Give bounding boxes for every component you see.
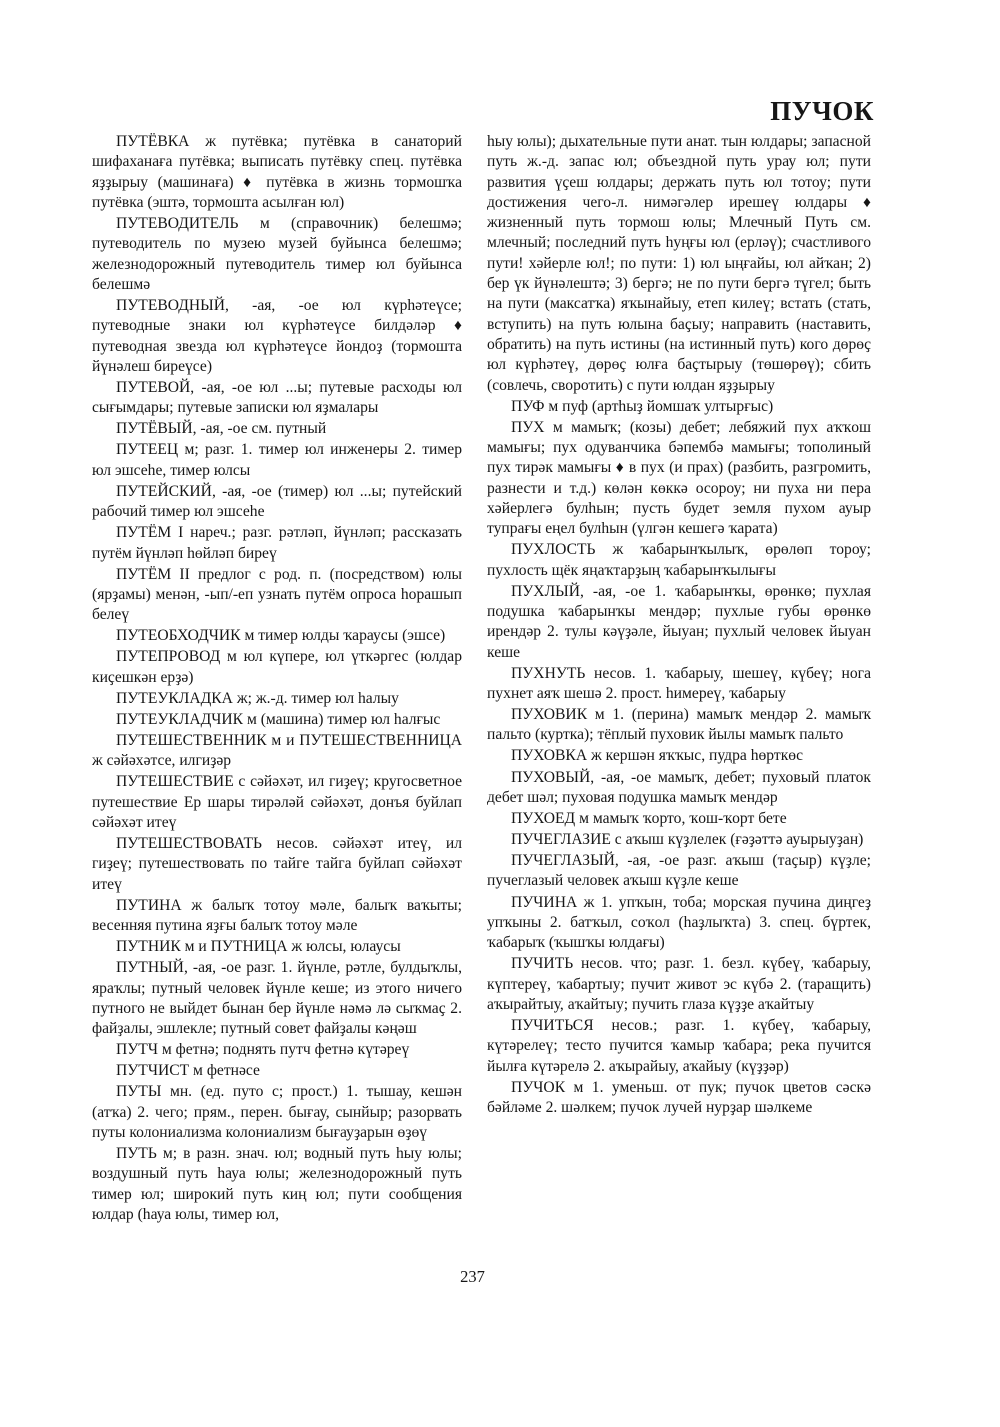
- dictionary-entry: ПУХЛЫЙ, -ая, -ое 1. ҡабарынҡы, өрөнкө; пухлая подушка ҡабарынҡы мендәр; пухлые губы өрөнкө ирендәр 2. тулы кәүҙәле, йыуан; пухлый человек йыуан кеше: [487, 582, 871, 661]
- dictionary-entry: ПУТНИК м и ПУТНИЦА ж юлсы, юлаусы: [116, 938, 401, 956]
- dictionary-entry: ПУТЁМ II предлог с род. п. (посредством) юлы (ярҙамы) менән, -ып/-еп узнать путём опроса һорашып белеү: [92, 565, 462, 624]
- dictionary-entry: ПУТЧИСТ м фетнәсе: [116, 1062, 260, 1080]
- dictionary-entry: ПУТЕЕЦ м; разг. 1. тимер юл инженеры 2. тимер юл эшсеһе, тимер юлсы: [92, 441, 462, 479]
- dictionary-entry: ПУХЛОСТЬ ж ҡабарынҡылыҡ, өрөлөп тороу; пухлость щёк яңаҡтарҙың ҡабарынҡылығы: [487, 541, 871, 579]
- dictionary-entry: ПУХНУТЬ несов. 1. ҡабарыу, шешеү, күбеү; нога пухнет аяҡ шешә 2. прост. һимереү, ҡабарыу: [487, 664, 871, 702]
- page-number: 237: [460, 1267, 485, 1286]
- dictionary-entry: ПУТЕВОДИТЕЛЬ м (справочник) белешмә; путеводитель по музею музей буйынса белешмә; железнодорожный путеводитель тимер юл буйынса белешмә: [92, 214, 462, 293]
- dictionary-entry: ПУТЁМ I нареч.; разг. рәтләп, йүнләп; рассказать путём йүнләп һөйләп биреү: [92, 524, 462, 562]
- dictionary-entry: ПУТНЫЙ, -ая, -ое разг. 1. йүнле, рәтле, булдыҡлы, яраҡлы; путный человек йүнле кеше; из этого ничего путного не выйдет бынан бер йүнле нәмә лә сыҡмаҫ 2. файҙалы, эшлекле; путный совет файҙалы кәңәш: [92, 959, 462, 1038]
- dictionary-entry: ПУЧЕГЛАЗИЕ с аҡыш күҙлелек (ғәҙәттә ауырыуҙан): [511, 831, 864, 849]
- dictionary-entry: ПУТЁВЫЙ, -ая, -ое см. путный: [116, 420, 327, 438]
- dictionary-entry: һыу юлы); дыхательные пути анат. тын юлдары; запасной путь ж.-д. запас юл; объездной путь урау юл; пути развития үҫеш юлдары; держать путь юл тотоу; пути достижения чего-л. нимәгәлер ирешеү юлдары ♦ жизненный путь тормош юлы; Млечный Путь см. млечный; последний путь һуңғы юл (ерләү); счастливого пути! хәйерле юл!; по пути: 1) юл ыңғайы, юл айҡан; 2) бер үк йүнәлештә; 3) бергә; не по пути бергә түгел; быть на пути (максатҡа) яҡынайыу, етеп килеү; встать (стать, вступить) на путь юлына баҫыу; направить (наставить, обратить) на путь истины (на истинный путь) кого дөрөҫ юл күрһәтеү, дөрөҫ юлға баҫтырыу (төшөрөү); сбить (совлечь, своротить) с пути юлдан яҙҙырыу: [487, 133, 871, 394]
- dictionary-entry: ПУТЕШЕСТВОВАТЬ несов. сәйәхәт итеү, ил гиҙеү; путешествовать по тайге тайга буйлап сәйәхәт итеү: [92, 835, 462, 893]
- dictionary-entry: ПУТЧ м фетнә; поднять путч фетнә күтәреү: [116, 1041, 410, 1059]
- dictionary-entry: ПУТЬ м; в разн. знач. юл; водный путь һыу юлы; воздушный путь һауа юлы; железнодорожный путь тимер юл; широкий путь киң юл; пути сообщения юлдар (һауа юлы, тимер юл,: [92, 1145, 462, 1223]
- dictionary-entry: ПУЧИТЬ несов. что; разг. 1. безл. күбеү, ҡабарыу, күптереү, ҡабартыу; пучит живот эс күбә 2. (таращить) аҡырайтыу, аҡайтыу; пучить глаза күҙҙе аҡайтыу: [487, 955, 871, 1013]
- running-head: ПУЧОК: [770, 96, 874, 126]
- dictionary-entry: ПУЧИНА ж 1. упҡын, тоба; морская пучина диңгеҙ упҡыны 2. батҡыл, соҡол (һаҙлыҡта) 3. спец. бүртек, ҡабарыҡ (ҡышҡы юлдағы): [487, 893, 871, 952]
- dictionary-entry: ПУЧОК м 1. уменьш. от пук; пучок цветов сәскә бәйләме 2. шәлкем; пучок лучей нурҙар шәлкеме: [487, 1078, 871, 1116]
- dictionary-entry: ПУТЕШЕСТВИЕ с сәйәхәт, ил гиҙеү; кругосветное путешествие Ер шары тирәләй сәйәхәт, донъя буйлап сәйәхәт итеү: [92, 773, 462, 831]
- dictionary-entry: ПУТЫ мн. (ед. путо с; прост.) 1. тышау, кешән (атҡа) 2. чего; прям., перен. бығау, сынйыр; разорвать путы колониализма колониализм бығауҙарын өҙөү: [92, 1083, 462, 1141]
- dictionary-entry: ПУХ м мамыҡ; (козы) дебет; лебяжий пух аҡҡош мамығы; пух одуванчика бәпембә мамығы; тополиный пух тирәк мамығы ♦ в пух (и прах) (разбить, разгромить, разнести и т.д.) көлән көккә осороу; ни пуха ни пера хәйерлегә булһын; пусть будет земля пухом ауыр тупрағы еңел булһын (үлгән кешегә ҡарата): [487, 418, 871, 538]
- dictionary-entry: ПУТЕУКЛАДЧИК м (машина) тимер юл һалғыс: [116, 710, 441, 728]
- dictionary-entry: ПУТЕЙСКИЙ, -ая, -ое (тимер) юл ...ы; путейский рабочий тимер юл эшсеһе: [92, 482, 462, 521]
- dictionary-entry: ПУТИНА ж балыҡ тотоу мәле, балыҡ ваҡыты; весенняя путина яҙғы балыҡ тотоу мәле: [92, 896, 462, 935]
- left-column: [92, 132, 462, 1226]
- dictionary-entry: ПУФ м пуф (артһыҙ йомшаҡ ултырғыс): [511, 397, 774, 415]
- dictionary-entry: ПУТЕВОЙ, -ая, -ое юл ...ы; путевые расходы юл сығымдары; путевые записки юл яҙмалары: [92, 378, 462, 417]
- dictionary-entry: ПУЧИТЬСЯ несов.; разг. 1. күбеү, ҡабарыу, күтәрелеү; тесто пучится ҡамыр ҡабара; река пучится йылға күтәрелә 2. аҡырайыу, аҡайыу (күҙҙәр): [487, 1016, 871, 1075]
- dictionary-entry: ПУТЕУКЛАДКА ж; ж.-д. тимер юл һалыу: [116, 689, 399, 707]
- right-column: [487, 132, 871, 1119]
- dictionary-entry: ПУТЁВКА ж путёвка; путёвка в санаторий шифаханаға путёвка; выписать путёвку спец. путёвка яҙҙырыу (машинаға) ♦ путёвка в жизнь тормошҡа путёвка (эштә, тормошта асылған юл): [92, 133, 462, 211]
- dictionary-entry: ПУТЕШЕСТВЕННИК м и ПУТЕШЕСТВЕННИЦА ж сәйәхәтсе, илгиҙәр: [92, 731, 462, 770]
- dictionary-entry: ПУХОЕД м мамыҡ ҡорто, ҡош-ҡорт бете: [511, 809, 787, 827]
- dictionary-entry: ПУТЕОБХОДЧИК м тимер юлды ҡараусы (эшсе): [116, 627, 446, 645]
- dictionary-entry: ПУХОВКА ж кершән яҡҡыс, пудра һөрткөс: [511, 747, 803, 765]
- dictionary-entry: ПУЧЕГЛАЗЫЙ, -ая, -ое разг. аҡыш (таҫыр) күҙле; пучеглазый человек аҡыш күҙле кеше: [487, 852, 871, 890]
- dictionary-entry: ПУХОВИК м 1. (перина) мамыҡ мендәр 2. мамыҡ пальто (куртка); тёплый пуховик йылы мамыҡ пальто: [487, 706, 871, 744]
- dictionary-entry: ПУХОВЫЙ, -ая, -ое мамыҡ, дебет; пуховый платок дебет шәл; пуховая подушка мамыҡ мендәр: [487, 768, 871, 806]
- dictionary-entry: ПУТЕПРОВОД м юл күпере, юл үткәргес (юлдар киҫешкән ерҙә): [92, 648, 462, 686]
- dictionary-entry: ПУТЕВОДНЫЙ, -ая, -ое юл күрһәтеүсе; путеводные знаки юл күрһәтеүсе билдәләр ♦ путеводная звезда юл күрһәтеүсе йондоҙ (тормошта йүнәлеш биреүсе): [92, 296, 462, 375]
